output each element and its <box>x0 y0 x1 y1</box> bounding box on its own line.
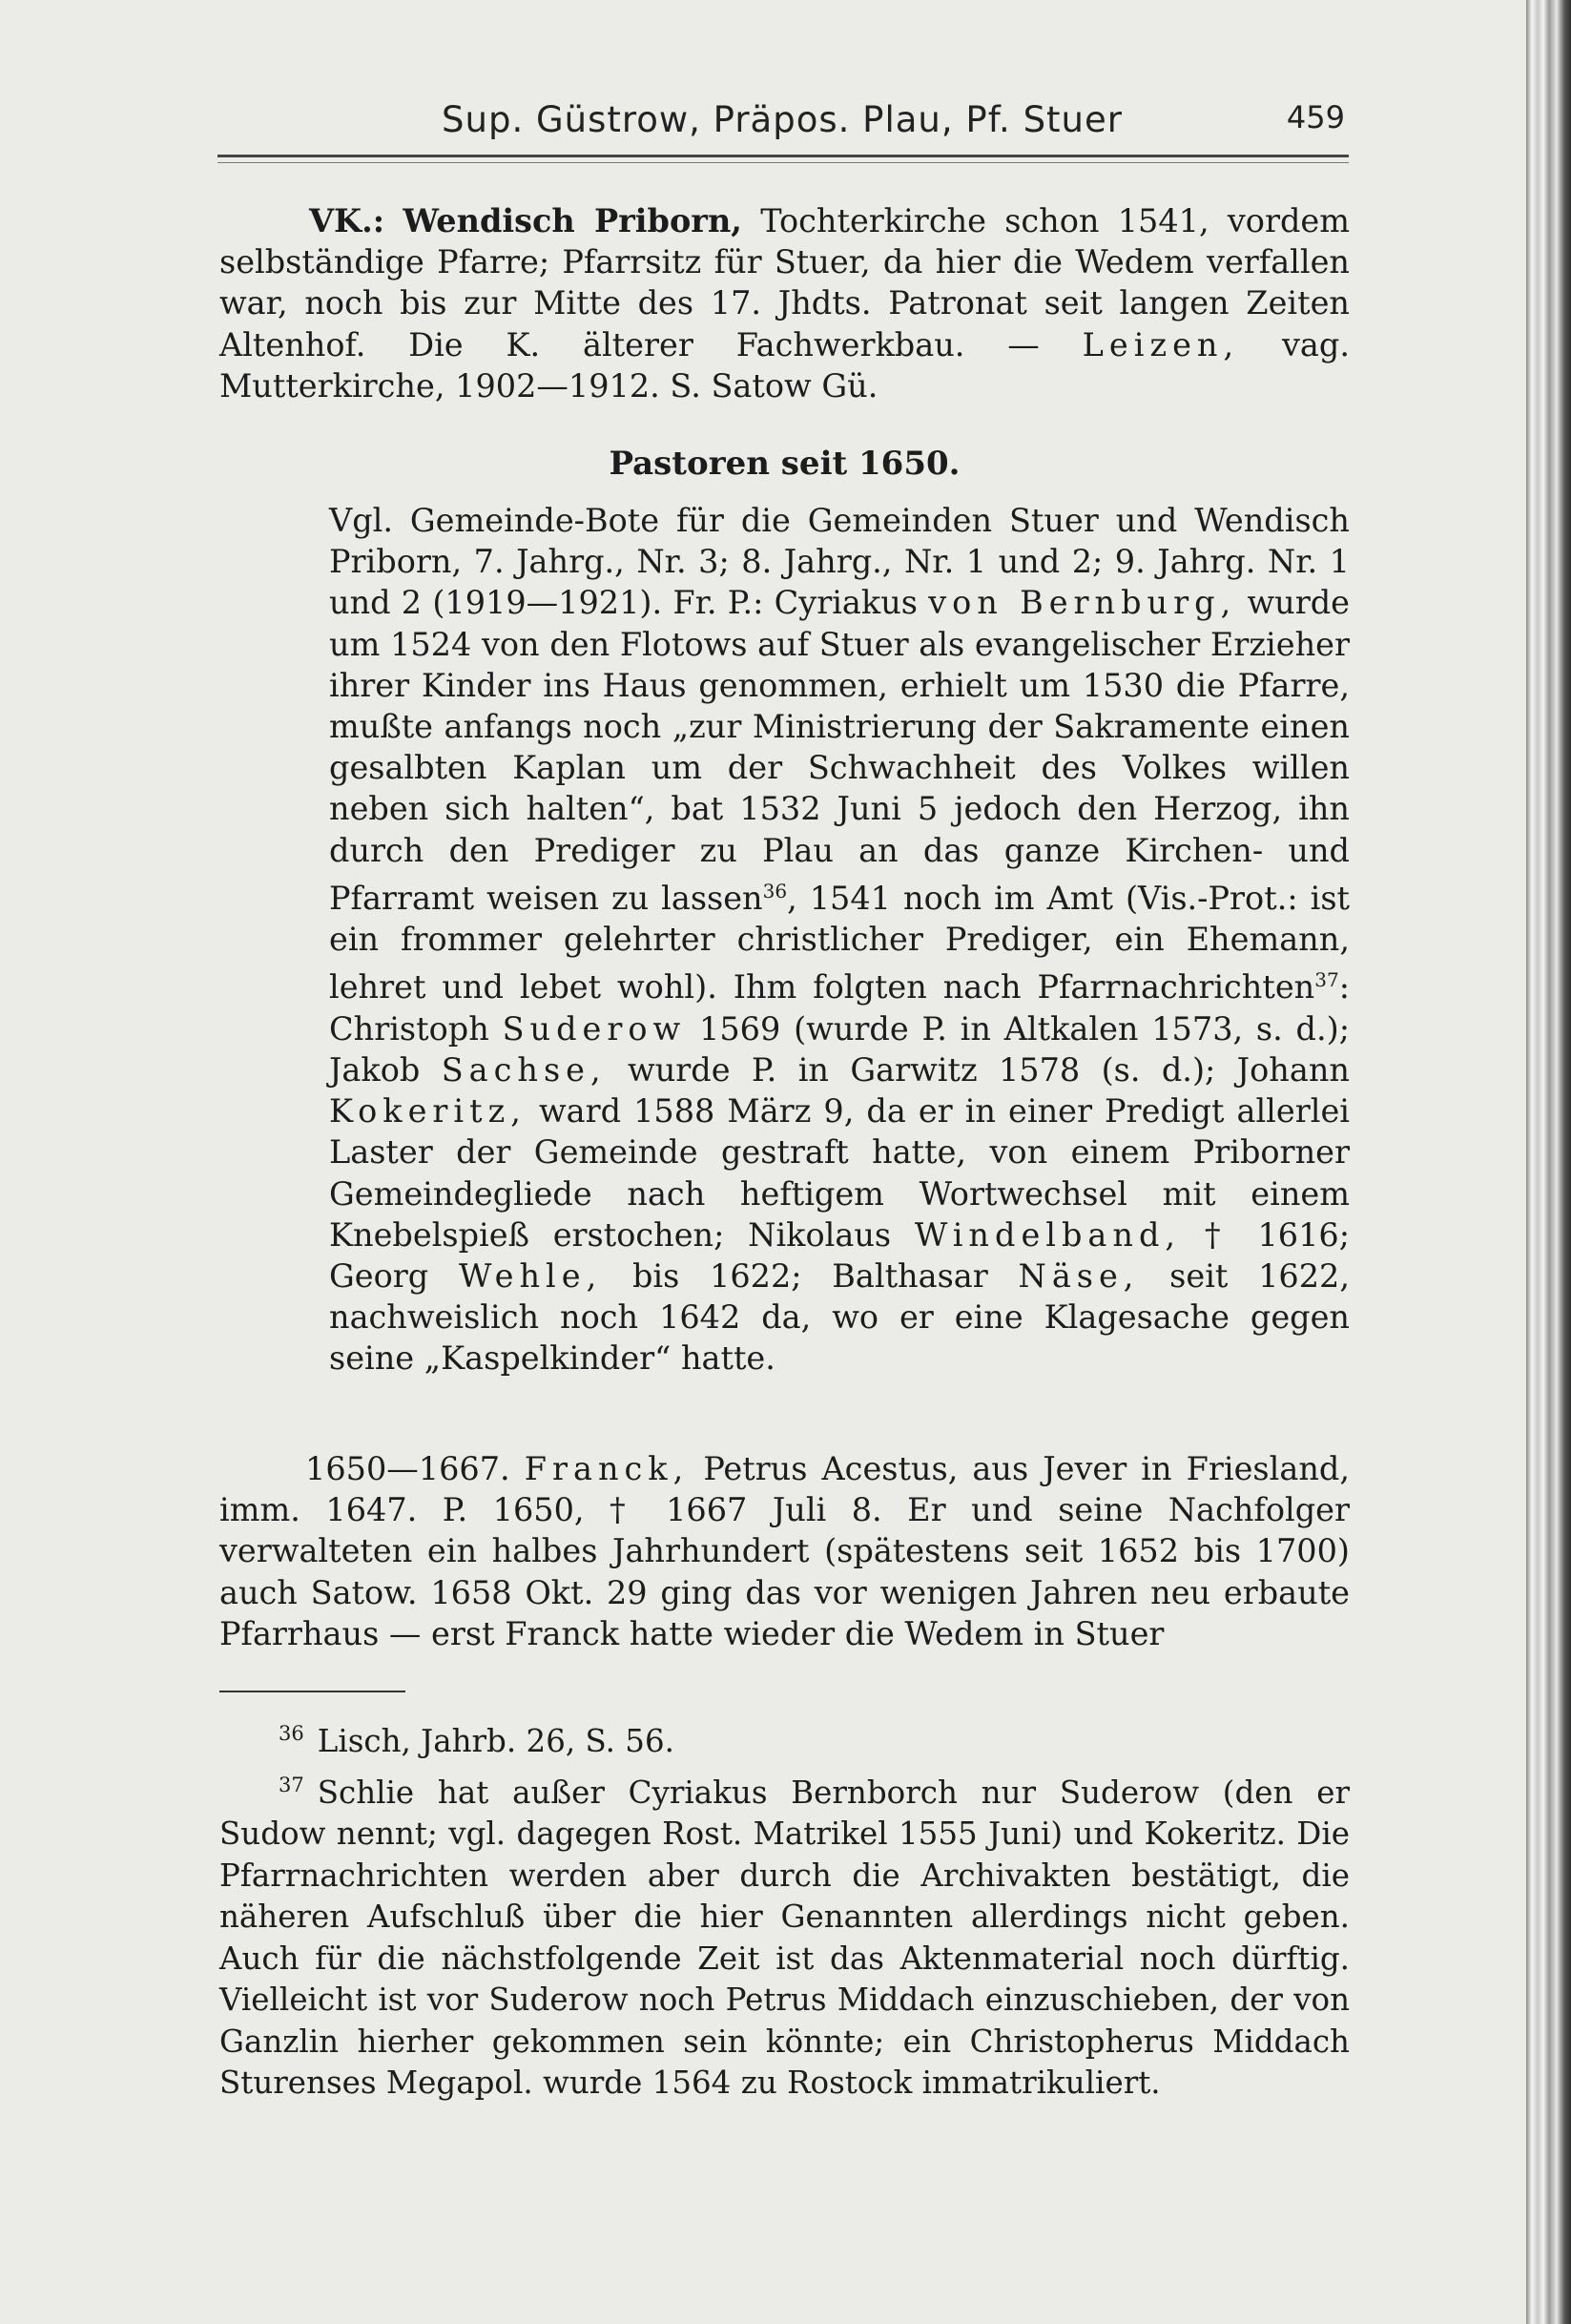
vk-place: Wendisch Priborn, <box>403 202 742 239</box>
name-kokeritz: Kokeritz, <box>329 1092 527 1131</box>
name-suderow: Suderow <box>502 1009 687 1048</box>
name-wehle: Wehle, <box>458 1256 603 1295</box>
intro-text: 1569 (wurde P. in Altkalen 1573, s. d.); Jakob <box>329 1009 1351 1089</box>
footnote-ref-36: 36 <box>762 879 788 903</box>
intro-text: bis 1622; Balthasar <box>631 1256 988 1295</box>
intro-text: wurde um 1524 von den Flotows auf Stuer als evangelischer Erzieher ihrer Kinder ins Haus genommen, erhielt um 1530 die Pfarre, mußte anfangs noch „zur Ministrierung der Sakramente einen gesalbten Kaplan um der Schwachheit des Volkes willen neben sich halten“, bat 1532 Juni 5 jedoch den Herzog, ihn durch den Prediger zu Plau an das ganze Kirchen- und Pfarramt weisen zu lassen <box>329 584 1351 917</box>
vk-text-2: vag. Mutterkirche, 1902—1912. S. Satow Gü. <box>219 325 1350 405</box>
name-windelband: Windelband, <box>914 1215 1182 1254</box>
footnotes <box>219 1713 1350 2106</box>
footnote-number: 37 <box>279 1774 304 1797</box>
footnote-number: 36 <box>279 1722 304 1745</box>
intro-text: † 1616; Georg <box>329 1215 1350 1295</box>
entry-name: Franck, <box>524 1450 690 1487</box>
header-rule-thin <box>217 162 1349 163</box>
entry-years: 1650—1667. <box>305 1450 510 1487</box>
vk-text: Tochterkirche schon 1541, vordem selbständige Pfarre; Pfarrsitz für Stuer, da hier die Wedem verfallen war, noch bis zur Mitte des 17. Jhdts. Patronat seit langen Zeiten Altenhof. Die K. älterer Fachwerkbau. — <box>219 202 1351 363</box>
page-edge <box>1526 0 1571 2324</box>
vk-paragraph <box>219 200 1350 406</box>
pastor-entry-franck <box>219 1448 1350 1654</box>
name-naese: Näse, <box>1018 1256 1140 1295</box>
header-rule <box>217 155 1349 157</box>
vk-abbrev: VK.: <box>309 202 385 239</box>
intro-text: Vgl. Gemeinde-Bote für die Gemeinden Stuer und Wendisch Priborn, 7. Jahrg., Nr. 3; 8. Jahrg., Nr. 1 und 2; 9. Jahrg. Nr. 1 und 2 (1919—1921). Fr. P.: Cyriakus <box>329 502 1350 622</box>
header-title: Sup. Güstrow, Präpos. Plau, Pf. Stuer <box>442 99 1123 140</box>
intro-text: ward 1588 März 9, da er in einer Predigt allerlei Laster der Gemeinde gestraft hatte, von einem Priborner Gemeindegliede nach heftigem Wortwechsel mit einem Knebelspieß erstochen; Nikolaus <box>329 1092 1350 1254</box>
footnote <box>219 1713 1350 1762</box>
page-number: 459 <box>1286 99 1345 135</box>
running-header <box>219 99 1345 140</box>
intro-text: wurde P. in Garwitz 1578 (s. d.); Johann <box>628 1050 1350 1089</box>
intro-paragraph <box>329 500 1350 1380</box>
entry-text: Petrus Acestus, aus Jever in Friesland, imm. 1647. P. 1650, † 1667 Juli 8. Er und seine Nachfolger verwalteten ein halbes Jahrhundert (spätestens seit 1652 bis 1700) auch Satow. 1658 Okt. 29 ging das vor wenigen Jahren neu erbaute Pfarrhaus — erst Franck hatte wieder die Wedem in Stuer <box>219 1450 1350 1652</box>
footnote-ref-37: 37 <box>1314 968 1339 992</box>
footnote <box>219 1765 1350 2104</box>
intro-text: seit 1622, nachweislich noch 1642 da, wo er eine Klagesache gegen seine „Kaspelkinder“ hatte. <box>329 1256 1350 1378</box>
intro-text: : Christoph <box>329 968 1350 1048</box>
name-bernburg: von Bernburg, <box>928 584 1237 622</box>
footnote-rule <box>219 1691 405 1692</box>
section-heading: Pastoren seit 1650. <box>609 445 961 483</box>
footnote-text: Lisch, Jahrb. 26, S. 56. <box>317 1722 674 1759</box>
footnote-text: Schlie hat außer Cyriakus Bernborch nur Suderow (den er Sudow nennt; vgl. dagegen Rost. Matrikel 1555 Juni) und Kokeritz. Die Pfarrnachrichten werden aber durch die Archivakten bestätigt, die näheren Aufschluß über die hier Genannten allerdings nicht geben. Auch für die nächstfolgende Zeit ist das Aktenmaterial noch dürftig. Vielleicht ist vor Suderow noch Petrus Middach einzuschieben, der von Ganzlin hierher gekommen sein könnte; ein Christopherus Middach Sturenses Megapol. wurde 1564 zu Rostock immatrikuliert. <box>219 1774 1350 2101</box>
name-sachse: Sachse, <box>441 1050 607 1089</box>
vk-leizen: Leizen, <box>1082 325 1240 363</box>
intro-text: , 1541 noch im Amt (Vis.-Prot.: ist ein frommer gelehrter christlicher Prediger, ein Ehemann, lehret und lebet wohl). Ihm folgten nach Pfarrnachrichten <box>329 879 1350 1006</box>
